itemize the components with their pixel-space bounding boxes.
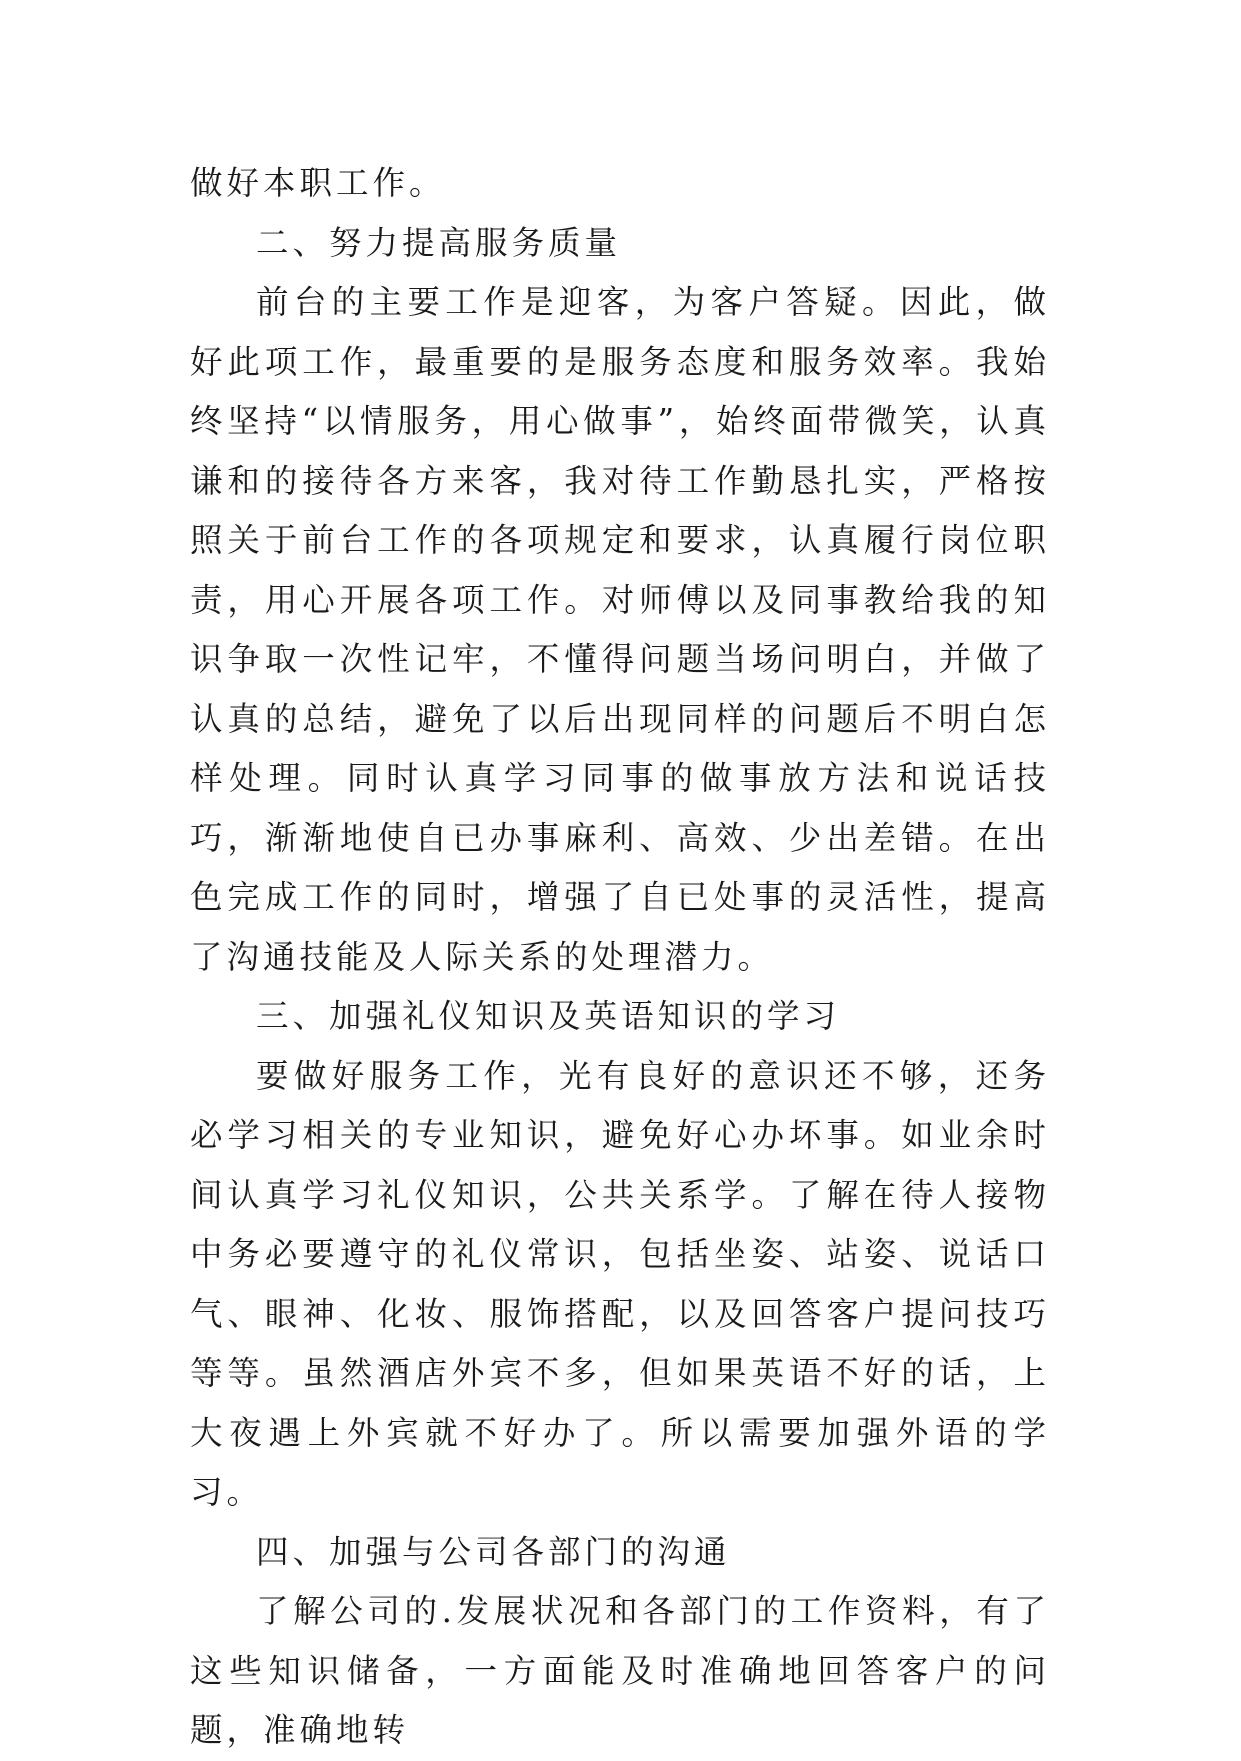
paragraph-continuation: 做好本职工作。 [190,164,446,202]
section-heading-4: 四、加强与公司各部门的沟通 [256,1532,731,1571]
section-heading-2: 二、努力提高服务质量 [256,223,622,262]
paragraph-etiquette-english: 要做好服务工作，光有良好的意识还不够，还务必学习相关的专业知识，避免好心办坏事。如业余时间认真学习礼仪知识，公共关系学。了解在待人接物中务必要遵守的礼仪常识，包括坐姿、站姿、说话口气、眼神、化妆、服饰搭配，以及回答客户提问技巧等等。虽然酒店外宾不多，但如果英语不好的话，上大夜遇上外宾就不好办了。所以需要加强外语的学习。 [190,1056,1050,1511]
section-heading-3: 三、加强礼仪知识及英语知识的学习 [256,997,841,1035]
paragraph-service-quality: 前台的主要工作是迎客，为客户答疑。因此，做好此项工作，最重要的是服务态度和服务效率。我始终坚持“以情服务，用心做事”，始终面带微笑，认真谦和的接待各方来客，我对待工作勤恳扎实，严格按照关于前台工作的各项规定和要求，认真履行岗位职责，用心开展各项工作。对师傅以及同事教给我的知识争取一次性记牢，不懂得问题当场问明白，并做了认真的总结，避免了以后出现同样的问题后不明白怎样处理。同时认真学习同事的做事放方法和说话技巧，渐渐地使自已办事麻利、高效、少出差错。在出色完成工作的同时，增强了自已处事的灵活性，提高了沟通技能及人际关系的处理潜力。 [190,283,1050,976]
document-body [190,154,1050,1761]
paragraph-department-communication: 了解公司的.发展状况和各部门的工作资料，有了这些知识储备，一方面能及时准确地回答客户的问题，准确地转 [190,1592,1050,1749]
